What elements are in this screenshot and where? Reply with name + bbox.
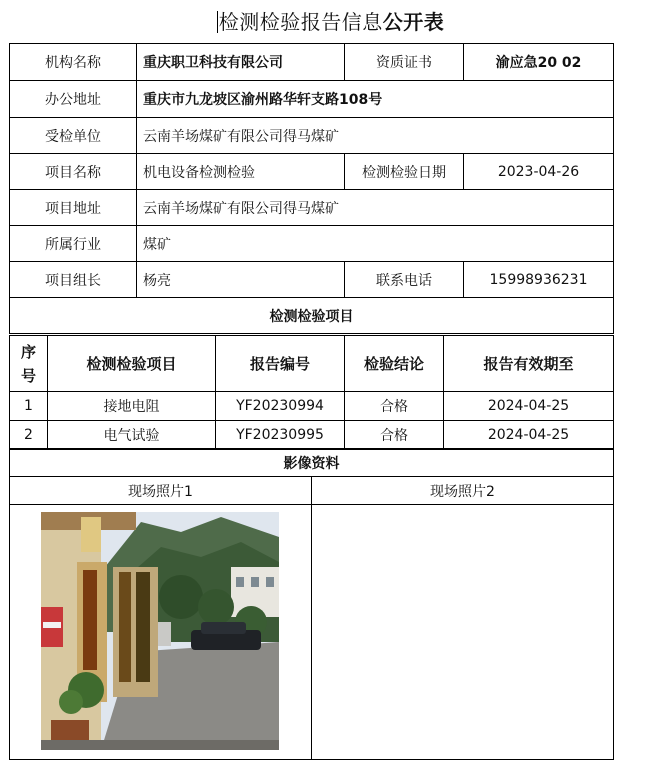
row-report: YF20230994 [216,392,345,421]
photo2-label: 现场照片2 [312,477,614,505]
row-valid: 2024-04-25 [444,421,614,450]
photo1-label: 现场照片1 [10,477,312,505]
project-name-value: 机电设备检测检验 [137,154,345,190]
inspected-unit-value: 云南羊场煤矿有限公司得马煤矿 [137,118,614,154]
photo2-cell [312,505,614,760]
inspection-date-label: 检测检验日期 [345,154,464,190]
row-no: 2 [10,421,48,450]
cert-value: 渝应急20 02 [464,44,614,81]
row-valid: 2024-04-25 [444,392,614,421]
inspection-date-value: 2023-04-26 [464,154,614,190]
phone-label: 联系电话 [345,262,464,298]
row-item: 接地电阻 [48,392,216,421]
title-text: 检测检验报告信息 [218,10,383,34]
industry-value: 煤矿 [137,226,614,262]
col-header-item: 检测检验项目 [48,336,216,392]
team-leader-value: 杨亮 [137,262,345,298]
cert-label: 资质证书 [345,44,464,81]
row-result: 合格 [345,421,444,450]
site-photo [41,512,279,750]
project-address-value: 云南羊场煤矿有限公司得马煤矿 [137,190,614,226]
inspected-unit-label: 受检单位 [10,118,137,154]
text-cursor [217,11,218,33]
items-section-title: 检测检验项目 [10,298,614,334]
phone-value: 15998936231 [464,262,614,298]
table-row [10,392,614,421]
address-label: 办公地址 [10,81,137,118]
col-header-report: 报告编号 [216,336,345,392]
project-name-label: 项目名称 [10,154,137,190]
col-header-valid: 报告有效期至 [444,336,614,392]
col-header-result: 检验结论 [345,336,444,392]
row-report: YF20230995 [216,421,345,450]
col-header-no: 序号 [10,336,48,392]
row-result: 合格 [345,392,444,421]
info-table [9,43,614,334]
row-item: 电气试验 [48,421,216,450]
page-title [0,6,661,35]
team-leader-label: 项目组长 [10,262,137,298]
row-no: 1 [10,392,48,421]
org-name-value: 重庆职卫科技有限公司 [137,44,345,81]
project-address-label: 项目地址 [10,190,137,226]
address-value: 重庆市九龙坡区渝州路华轩支路108号 [137,81,614,118]
items-table [9,335,614,450]
title-bold-text: 公开表 [382,10,445,34]
photos-section-title: 影像资料 [10,449,614,477]
table-row [10,421,614,450]
industry-label: 所属行业 [10,226,137,262]
org-name-label: 机构名称 [10,44,137,81]
